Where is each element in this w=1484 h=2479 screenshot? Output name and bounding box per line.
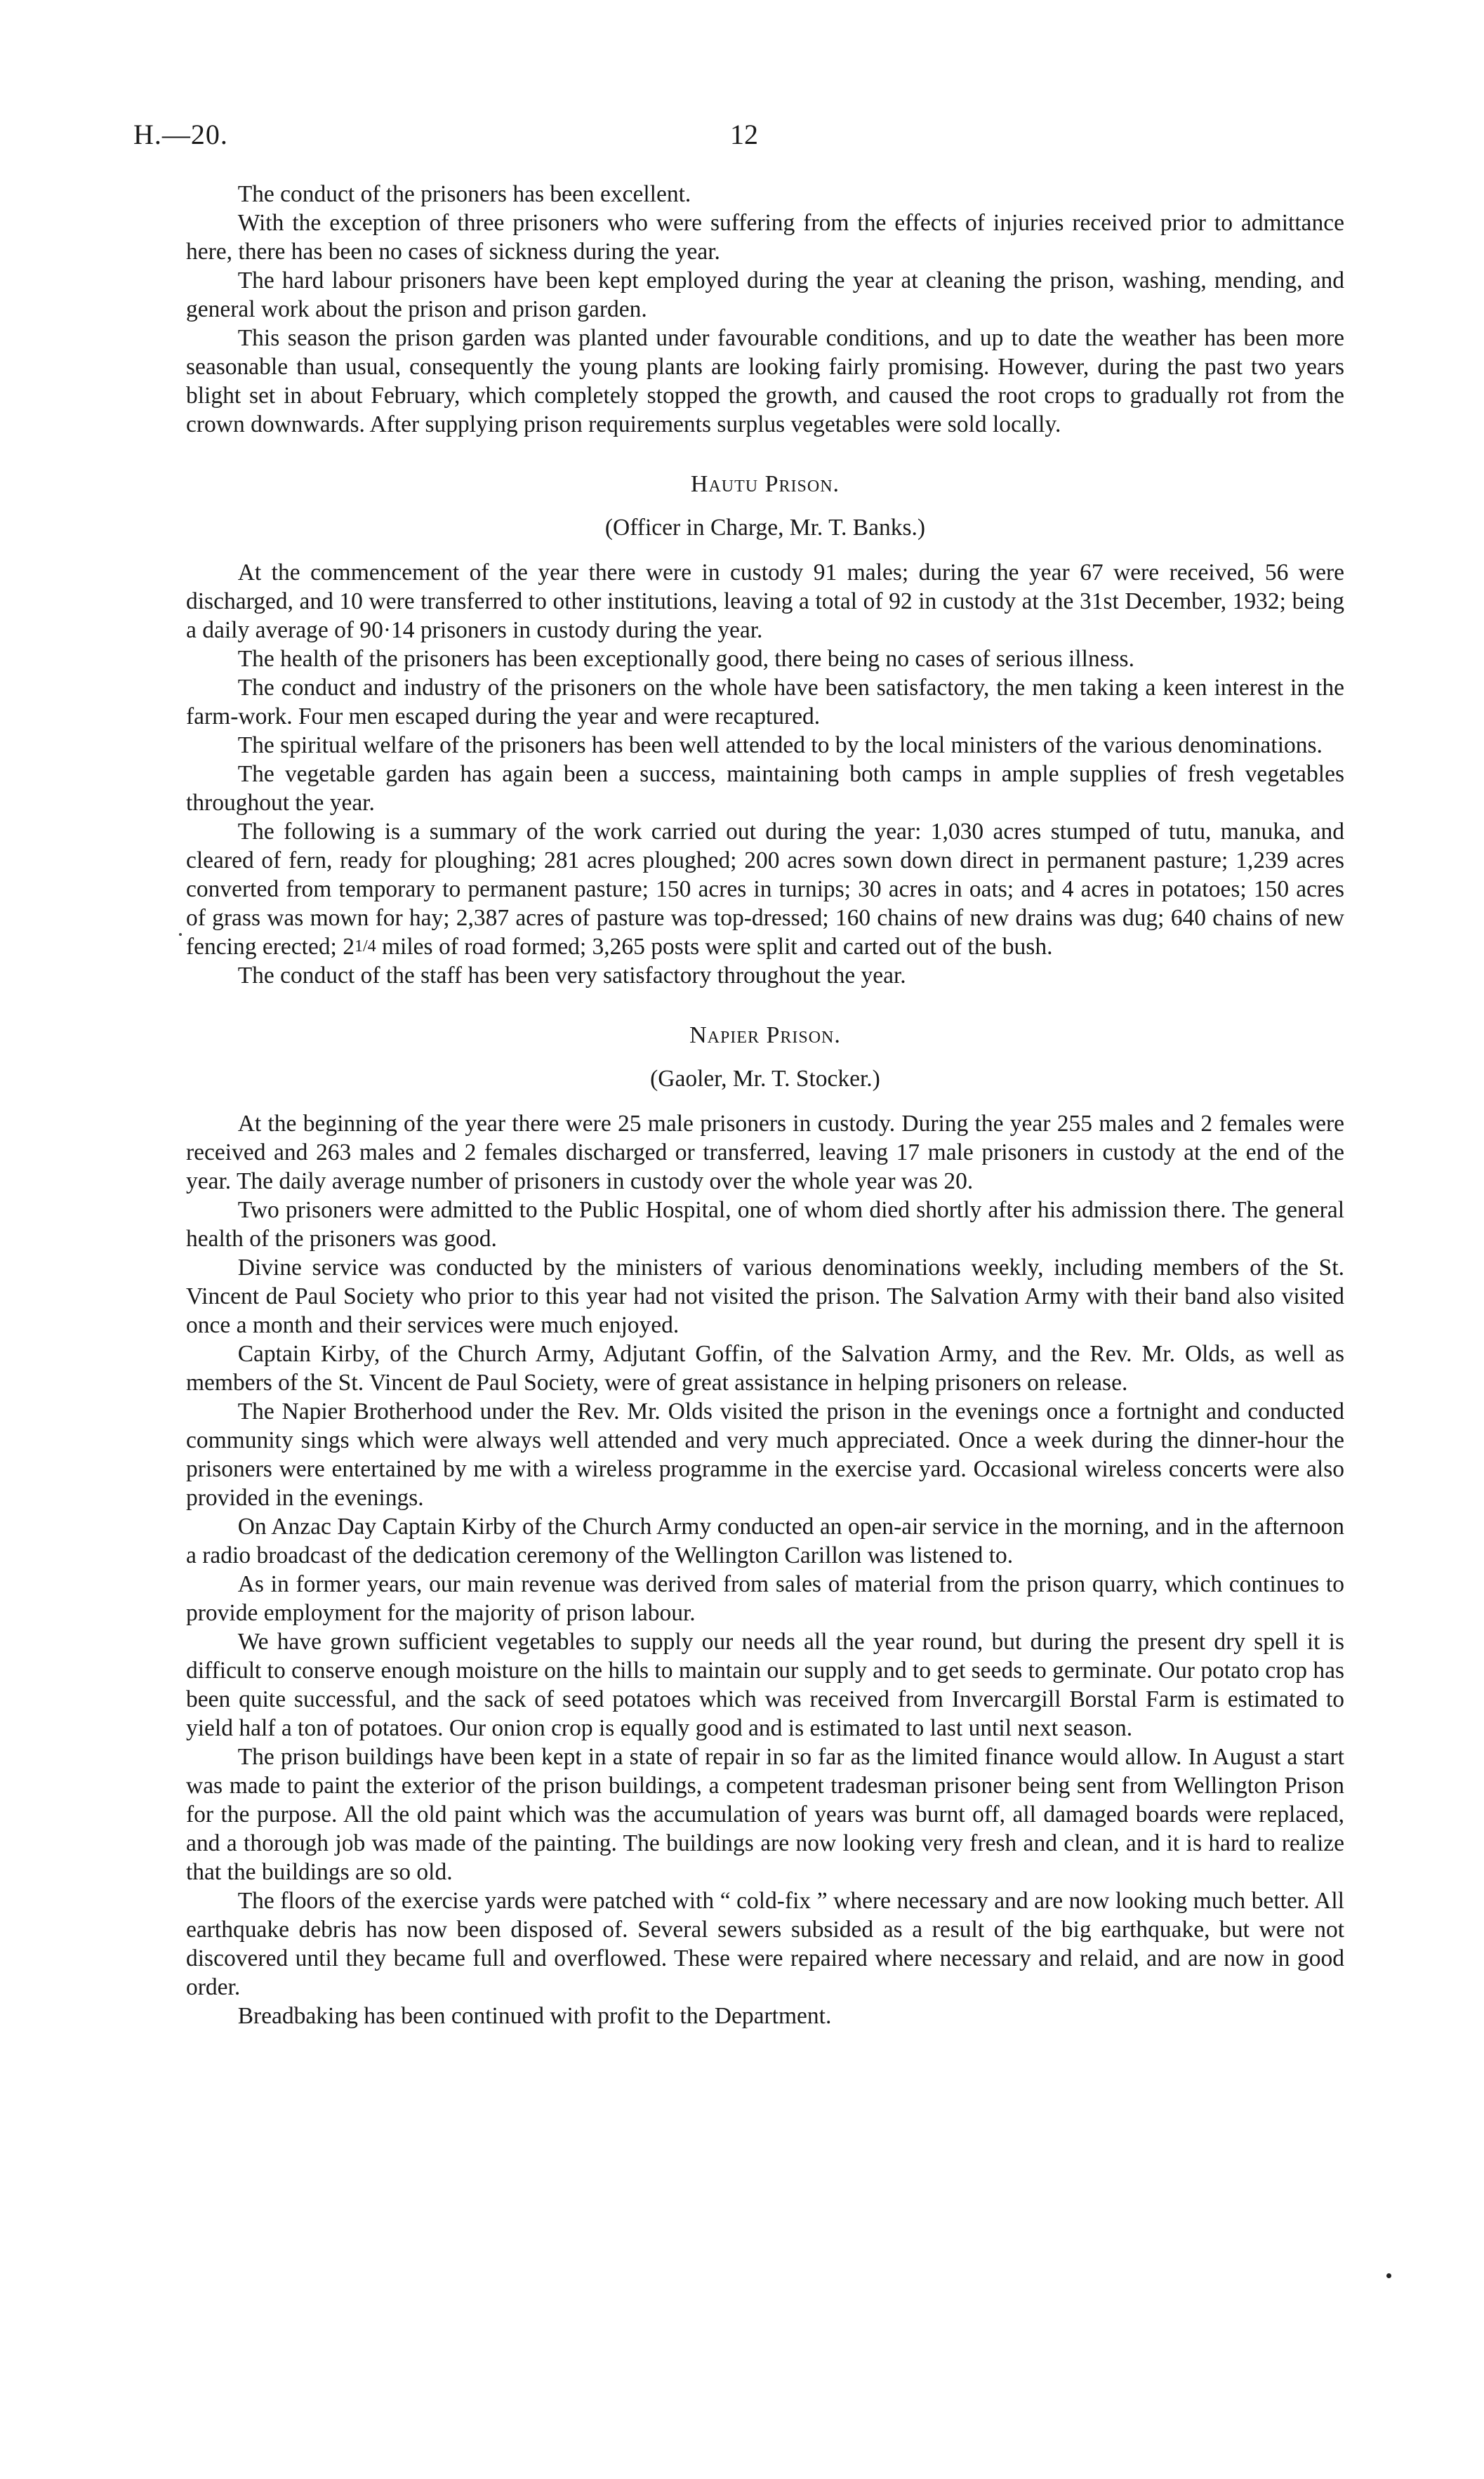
paragraph: The conduct of the staff has been very satisfactory throughout the year. [237,963,906,989]
section-heading-hautu: Hautu Prison. [690,471,840,497]
paragraph: Two prisoners were admitted to the Public Hospital, one of whom died shortly after his admission there. The general health of the prisoners was good. [186,1197,1344,1252]
document-reference: H.—20. [133,119,228,150]
page-number: 12 [730,119,758,150]
paragraph: This season the prison garden was planted under favourable conditions, and up to date the weather has been more seasonable than usual, consequently the young plants are looking fairly promising. However, during the past two years blight set in about February, which completely stopped the growth, and caused the root crops to gradually rot from the crown downwards. After supplying prison requirements surplus vegetables were sold locally. [186,325,1344,437]
paragraph: The health of the prisoners has been exceptionally good, there being no cases of serious illness. [237,646,1134,672]
scan-speck [1386,2273,1391,2278]
paragraph: The floors of the exercise yards were patched with “ cold-fix ” where necessary and are now looking much better. All earthquake debris has now been disposed of. Several sewers subsided as a result of the big earthquake, but were not discovered until they became full and overflowed. These were repaired where necessary and relaid, and are now in good order. [186,1888,1344,2000]
paragraph: At the beginning of the year there were 25 male prisoners in custody. During the year 255 males and 2 females were received and 263 males and 2 females discharged or transferred, leaving 17 male prisoners in custody at the end of the year. The daily average number of prisoners in custody over the whole year was 20. [186,1111,1344,1194]
section-heading-napier: Napier Prison. [689,1022,841,1048]
paragraph: The hard labour prisoners have been kept employed during the year at cleaning the prison, washing, mending, and general work about the prison and prison garden. [186,267,1344,322]
paragraph: Captain Kirby, of the Church Army, Adjutant Goffin, of the Salvation Army, and the Rev. Mr. Olds, as well as members of the St. Vincent de Paul Society, were of great assistance in helping prisoners on release. [186,1341,1344,1396]
work-summary-paragraph: The following is a summary of the work carried out during the year: 1,030 acres stumped of tutu, manuka, and cleared of fern, ready for ploughing; 281 acres ploughed; 200 acres sown down direct in permanent pasture; 1,239 acres converted from temporary to permanent pasture; 150 acres in turnips; 30 acres in oats; and 4 acres in potatoes; 150 acres of grass was mown for hay; 2,387 acres of pasture was top-dressed; 160 chains of new drains was dug; 640 chains of new fencing erected; 21/4 miles of road formed; 3,265 posts were split and carted out of the bush. [186,819,1344,960]
paragraph: We have grown sufficient vegetables to supply our needs all the year round, but during the present dry spell it is difficult to conserve enough moisture on the hills to maintain our supply and to get seeds to germinate. Our potato crop has been quite successful, and the sack of seed potatoes which was received from Invercargill Borstal Farm is estimated to yield half a ton of potatoes. Our onion crop is equally good and is estimated to last until next season. [186,1629,1344,1741]
paragraph: The conduct and industry of the prisoners on the whole have been satisfactory, the men taking a keen interest in the farm-work. Four men escaped during the year and were recaptured. [186,675,1344,729]
paragraph: Breadbaking has been continued with profit to the Department. [237,2003,832,2029]
paragraph: The spiritual welfare of the prisoners has been well attended to by the local ministers of the various denominations. [237,732,1323,758]
paragraph: The Napier Brotherhood under the Rev. Mr. Olds visited the prison in the evenings once a fortnight and conducted community sings which were always well attended and very much appreciated. Once a week during the dinner-hour the prisoners were entertained by me with a wireless programme in the exercise yard. Occasional wireless concerts were also provided in the evenings. [186,1399,1344,1511]
paragraph: On Anzac Day Captain Kirby of the Church Army conducted an open-air service in the morning, and in the afternoon a radio broadcast of the dedication ceremony of the Wellington Carillon was listened to. [186,1514,1344,1568]
fraction: 1/4 [354,937,376,956]
paragraph: As in former years, our main revenue was derived from sales of material from the prison quarry, which continues to provide employment for the majority of prison labour. [186,1571,1344,1626]
paragraph: The conduct of the prisoners has been excellent. [237,181,691,207]
paragraph: Divine service was conducted by the ministers of various denominations weekly, including members of the St. Vincent de Paul Society who prior to this year had not visited the prison. The Salvation Army with their band also visited once a month and their services were much enjoyed. [186,1255,1344,1338]
section-subtitle-napier: (Gaoler, Mr. T. Stocker.) [650,1066,880,1092]
paragraph: With the exception of three prisoners who were suffering from the effects of injuries received prior to admittance here, there has been no cases of sickness during the year. [186,210,1344,265]
paragraph: The vegetable garden has again been a success, maintaining both camps in ample supplies of fresh vegetables throughout the year. [186,761,1344,816]
section-subtitle-hautu: (Officer in Charge, Mr. T. Banks.) [604,515,926,541]
scan-speck [179,933,182,936]
paragraph: At the commencement of the year there were in custody 91 males; during the year 67 were received, 56 were discharged, and 10 were transferred to other institutions, leaving a total of 92 in custody at the 31st December, 1932; being a daily average of 90·14 prisoners in custody during the year. [186,560,1344,643]
body-text [186,180,1344,2030]
paragraph: The prison buildings have been kept in a state of repair in so far as the limited finance would allow. In August a start was made to paint the exterior of the prison buildings, a competent tradesman prisoner being sent from Wellington Prison for the purpose. All the old paint which was the accumulation of years was burnt off, all damaged boards were replaced, and a thorough job was made of the painting. The buildings are now looking very fresh and clean, and it is hard to realize that the buildings are so old. [186,1744,1344,1885]
